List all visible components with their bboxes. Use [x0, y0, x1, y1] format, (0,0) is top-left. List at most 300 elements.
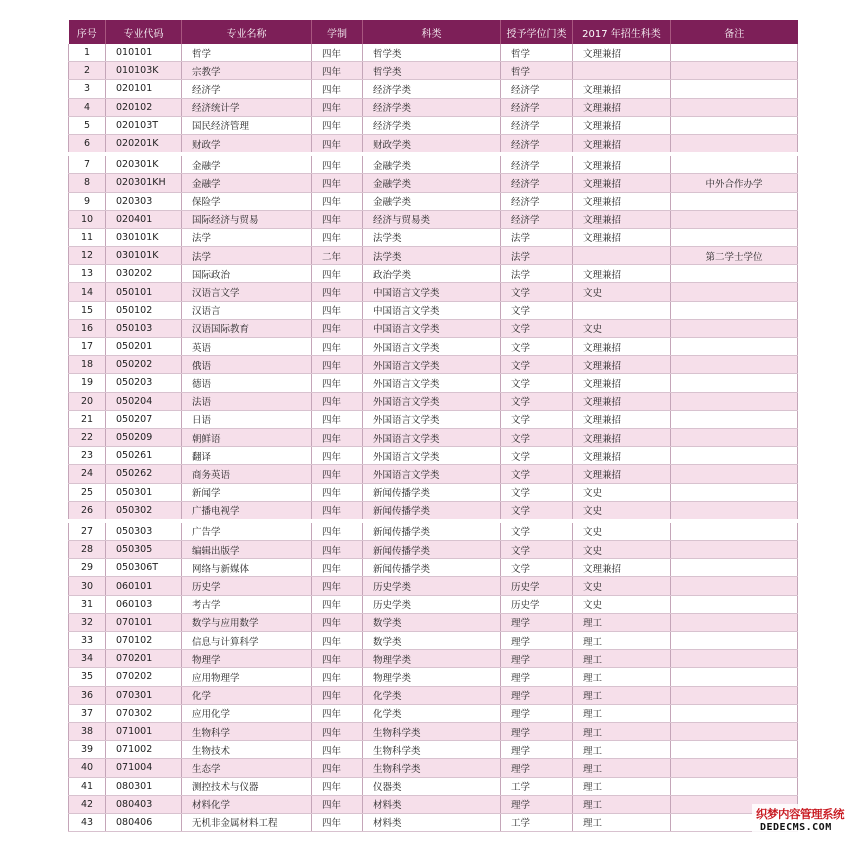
cell-degree: 理学 [501, 795, 573, 813]
cell-enroll-type: 理工 [573, 722, 671, 740]
cell-notes [671, 301, 798, 319]
cell-name: 汉语言文学 [182, 283, 312, 301]
cell-category: 中国语言文学类 [363, 283, 501, 301]
cell-duration: 四年 [312, 741, 363, 759]
cell-index: 8 [69, 174, 106, 192]
cell-duration: 四年 [312, 686, 363, 704]
cell-name: 测控技术与仪器 [182, 777, 312, 795]
cell-code: 020102 [106, 98, 182, 116]
cell-category: 中国语言文学类 [363, 319, 501, 337]
cell-enroll-type: 理工 [573, 686, 671, 704]
cell-code: 050306T [106, 559, 182, 577]
cell-notes [671, 577, 798, 595]
cell-degree: 法学 [501, 247, 573, 265]
cell-category: 哲学类 [363, 62, 501, 80]
cell-index: 5 [69, 116, 106, 134]
cell-notes [671, 319, 798, 337]
cell-code: 071004 [106, 759, 182, 777]
cell-category: 外国语言文学类 [363, 410, 501, 428]
cell-degree: 工学 [501, 813, 573, 831]
cell-degree: 理学 [501, 741, 573, 759]
cell-notes [671, 283, 798, 301]
cell-index: 10 [69, 210, 106, 228]
cell-enroll-type: 文史 [573, 595, 671, 613]
cell-notes [671, 722, 798, 740]
cell-category: 外国语言文学类 [363, 392, 501, 410]
cell-duration: 四年 [312, 447, 363, 465]
cell-name: 哲学 [182, 44, 312, 62]
table-row [69, 741, 798, 759]
header-degree: 授予学位门类 [501, 20, 573, 44]
cell-index: 37 [69, 704, 106, 722]
cell-name: 网络与新媒体 [182, 559, 312, 577]
cell-degree: 文学 [501, 521, 573, 541]
cell-enroll-type: 理工 [573, 741, 671, 759]
cell-category: 外国语言文学类 [363, 447, 501, 465]
cell-enroll-type: 文理兼招 [573, 210, 671, 228]
cell-duration: 四年 [312, 722, 363, 740]
cell-duration: 四年 [312, 283, 363, 301]
cell-duration: 四年 [312, 98, 363, 116]
cell-duration: 四年 [312, 228, 363, 246]
cell-notes [671, 541, 798, 559]
cell-notes [671, 428, 798, 446]
table-row [69, 98, 798, 116]
cell-degree: 文学 [501, 283, 573, 301]
cell-code: 050204 [106, 392, 182, 410]
cell-name: 英语 [182, 338, 312, 356]
cell-code: 050102 [106, 301, 182, 319]
cell-notes [671, 759, 798, 777]
cell-enroll-type: 文理兼招 [573, 116, 671, 134]
cell-code: 070201 [106, 650, 182, 668]
cell-name: 汉语国际教育 [182, 319, 312, 337]
cell-index: 39 [69, 741, 106, 759]
cell-notes [671, 777, 798, 795]
cell-index: 38 [69, 722, 106, 740]
cell-category: 生物科学类 [363, 741, 501, 759]
cell-degree: 理学 [501, 722, 573, 740]
table-row [69, 319, 798, 337]
cell-duration: 四年 [312, 356, 363, 374]
cell-category: 历史学类 [363, 577, 501, 595]
cell-code: 050302 [106, 501, 182, 521]
cell-degree: 文学 [501, 301, 573, 319]
cell-name: 生态学 [182, 759, 312, 777]
cell-index: 30 [69, 577, 106, 595]
cell-notes [671, 410, 798, 428]
cell-category: 物理学类 [363, 650, 501, 668]
cell-duration: 四年 [312, 813, 363, 831]
cell-category: 中国语言文学类 [363, 301, 501, 319]
cell-category: 生物科学类 [363, 722, 501, 740]
cell-duration: 四年 [312, 632, 363, 650]
cell-notes [671, 501, 798, 521]
cell-name: 财政学 [182, 134, 312, 154]
cell-name: 法学 [182, 247, 312, 265]
cell-name: 金融学 [182, 174, 312, 192]
cell-enroll-type: 理工 [573, 650, 671, 668]
table-row [69, 759, 798, 777]
cell-code: 020303 [106, 192, 182, 210]
cell-notes [671, 228, 798, 246]
cell-enroll-type: 文理兼招 [573, 392, 671, 410]
cell-index: 26 [69, 501, 106, 521]
cell-name: 生物技术 [182, 741, 312, 759]
cell-degree: 文学 [501, 447, 573, 465]
table-row [69, 80, 798, 98]
cell-index: 12 [69, 247, 106, 265]
header-enroll-type: 2017 年招生科类 [573, 20, 671, 44]
cell-category: 金融学类 [363, 154, 501, 174]
table-row [69, 392, 798, 410]
cell-code: 030101K [106, 247, 182, 265]
cell-category: 经济学类 [363, 98, 501, 116]
cell-duration: 四年 [312, 501, 363, 521]
table-row [69, 265, 798, 283]
cell-category: 新闻传播学类 [363, 521, 501, 541]
cell-name: 化学 [182, 686, 312, 704]
cell-category: 新闻传播学类 [363, 541, 501, 559]
cell-name: 国际政治 [182, 265, 312, 283]
cell-duration: 四年 [312, 668, 363, 686]
cell-index: 21 [69, 410, 106, 428]
cell-notes [671, 521, 798, 541]
cell-duration: 四年 [312, 759, 363, 777]
cell-code: 080406 [106, 813, 182, 831]
cell-name: 宗教学 [182, 62, 312, 80]
cell-code: 020201K [106, 134, 182, 154]
cell-degree: 文学 [501, 559, 573, 577]
cell-category: 化学类 [363, 686, 501, 704]
cell-index: 3 [69, 80, 106, 98]
cell-code: 050203 [106, 374, 182, 392]
cell-degree: 经济学 [501, 134, 573, 154]
table-header-row [69, 20, 798, 44]
cell-enroll-type: 文史 [573, 521, 671, 541]
cell-degree: 哲学 [501, 44, 573, 62]
cell-category: 生物科学类 [363, 759, 501, 777]
table-row [69, 134, 798, 154]
cell-category: 数学类 [363, 632, 501, 650]
table-row [69, 356, 798, 374]
cell-index: 19 [69, 374, 106, 392]
cell-notes [671, 210, 798, 228]
cell-index: 13 [69, 265, 106, 283]
cell-degree: 经济学 [501, 174, 573, 192]
cell-degree: 文学 [501, 483, 573, 501]
table-row [69, 632, 798, 650]
cell-index: 9 [69, 192, 106, 210]
cell-notes [671, 632, 798, 650]
table-row [69, 338, 798, 356]
cell-category: 化学类 [363, 704, 501, 722]
cell-code: 070101 [106, 613, 182, 631]
cell-degree: 工学 [501, 777, 573, 795]
cell-degree: 文学 [501, 410, 573, 428]
cell-enroll-type: 理工 [573, 777, 671, 795]
cell-enroll-type: 文理兼招 [573, 356, 671, 374]
cell-name: 经济统计学 [182, 98, 312, 116]
cell-category: 外国语言文学类 [363, 356, 501, 374]
cell-index: 43 [69, 813, 106, 831]
cell-code: 050202 [106, 356, 182, 374]
cell-duration: 四年 [312, 613, 363, 631]
table-row [69, 613, 798, 631]
watermark [752, 804, 864, 838]
cell-name: 保险学 [182, 192, 312, 210]
cell-category: 经济学类 [363, 116, 501, 134]
cell-enroll-type: 文史 [573, 501, 671, 521]
cell-notes [671, 192, 798, 210]
cell-name: 国民经济管理 [182, 116, 312, 134]
cell-notes [671, 134, 798, 154]
cell-index: 1 [69, 44, 106, 62]
cell-degree: 理学 [501, 686, 573, 704]
cell-enroll-type: 文理兼招 [573, 559, 671, 577]
cell-index: 36 [69, 686, 106, 704]
cell-code: 050261 [106, 447, 182, 465]
cell-name: 应用物理学 [182, 668, 312, 686]
cell-index: 2 [69, 62, 106, 80]
cell-category: 仪器类 [363, 777, 501, 795]
cell-duration: 四年 [312, 483, 363, 501]
cell-index: 33 [69, 632, 106, 650]
cell-enroll-type: 文理兼招 [573, 134, 671, 154]
cell-name: 汉语言 [182, 301, 312, 319]
cell-name: 朝鲜语 [182, 428, 312, 446]
cell-enroll-type: 文理兼招 [573, 44, 671, 62]
cell-category: 法学类 [363, 228, 501, 246]
cell-notes [671, 559, 798, 577]
cell-index: 32 [69, 613, 106, 631]
cell-degree: 理学 [501, 668, 573, 686]
table-row [69, 301, 798, 319]
cell-degree: 经济学 [501, 192, 573, 210]
cell-name: 法语 [182, 392, 312, 410]
cell-index: 29 [69, 559, 106, 577]
cell-name: 经济学 [182, 80, 312, 98]
cell-duration: 四年 [312, 44, 363, 62]
table-row [69, 686, 798, 704]
cell-code: 080403 [106, 795, 182, 813]
cell-notes [671, 465, 798, 483]
header-duration: 学制 [312, 20, 363, 44]
cell-enroll-type: 文理兼招 [573, 98, 671, 116]
cell-index: 42 [69, 795, 106, 813]
cell-degree: 理学 [501, 704, 573, 722]
table-row [69, 668, 798, 686]
cell-index: 11 [69, 228, 106, 246]
table-row [69, 44, 798, 62]
cell-degree: 文学 [501, 392, 573, 410]
cell-notes [671, 62, 798, 80]
cell-enroll-type: 理工 [573, 613, 671, 631]
cell-code: 030202 [106, 265, 182, 283]
cell-name: 日语 [182, 410, 312, 428]
table-row [69, 465, 798, 483]
cell-degree: 经济学 [501, 116, 573, 134]
cell-name: 历史学 [182, 577, 312, 595]
cell-notes [671, 116, 798, 134]
cell-code: 070102 [106, 632, 182, 650]
cell-category: 外国语言文学类 [363, 338, 501, 356]
cell-duration: 四年 [312, 338, 363, 356]
cell-degree: 文学 [501, 356, 573, 374]
header-notes: 备注 [671, 20, 798, 44]
header-category: 科类 [363, 20, 501, 44]
cell-enroll-type: 理工 [573, 759, 671, 777]
cell-enroll-type: 文史 [573, 483, 671, 501]
cell-name: 材料化学 [182, 795, 312, 813]
cell-code: 050101 [106, 283, 182, 301]
cell-degree: 法学 [501, 228, 573, 246]
cell-duration: 四年 [312, 62, 363, 80]
cell-name: 广播电视学 [182, 501, 312, 521]
cell-notes [671, 686, 798, 704]
cell-duration: 四年 [312, 795, 363, 813]
cell-degree: 经济学 [501, 210, 573, 228]
cell-enroll-type: 文史 [573, 577, 671, 595]
cell-category: 数学类 [363, 613, 501, 631]
cell-degree: 文学 [501, 374, 573, 392]
cell-code: 050207 [106, 410, 182, 428]
cell-notes [671, 483, 798, 501]
cell-index: 27 [69, 521, 106, 541]
cell-index: 40 [69, 759, 106, 777]
cell-enroll-type: 文史 [573, 541, 671, 559]
cell-enroll-type: 文理兼招 [573, 428, 671, 446]
header-name: 专业名称 [182, 20, 312, 44]
table-row [69, 813, 798, 831]
cell-degree: 理学 [501, 613, 573, 631]
cell-notes [671, 668, 798, 686]
cell-category: 经济与贸易类 [363, 210, 501, 228]
cell-code: 020103T [106, 116, 182, 134]
cell-index: 31 [69, 595, 106, 613]
cell-enroll-type: 文理兼招 [573, 410, 671, 428]
cell-enroll-type: 理工 [573, 795, 671, 813]
table-row [69, 777, 798, 795]
table-row [69, 154, 798, 174]
cell-degree: 历史学 [501, 577, 573, 595]
cell-code: 050209 [106, 428, 182, 446]
cell-degree: 理学 [501, 632, 573, 650]
cell-category: 外国语言文学类 [363, 428, 501, 446]
cell-duration: 四年 [312, 410, 363, 428]
cell-code: 071001 [106, 722, 182, 740]
cell-code: 071002 [106, 741, 182, 759]
cell-degree: 理学 [501, 759, 573, 777]
cell-enroll-type: 理工 [573, 704, 671, 722]
cell-enroll-type: 文史 [573, 319, 671, 337]
watermark-text-cn: 织梦内容管理系统 [756, 807, 844, 821]
cell-duration: 二年 [312, 247, 363, 265]
cell-index: 18 [69, 356, 106, 374]
cell-category: 历史学类 [363, 595, 501, 613]
cell-degree: 文学 [501, 338, 573, 356]
cell-index: 28 [69, 541, 106, 559]
cell-name: 广告学 [182, 521, 312, 541]
cell-notes [671, 374, 798, 392]
table-row [69, 374, 798, 392]
cell-name: 物理学 [182, 650, 312, 668]
cell-enroll-type: 文史 [573, 283, 671, 301]
cell-duration: 四年 [312, 174, 363, 192]
header-code: 专业代码 [106, 20, 182, 44]
cell-code: 050305 [106, 541, 182, 559]
cell-code: 070302 [106, 704, 182, 722]
cell-category: 新闻传播学类 [363, 501, 501, 521]
cell-enroll-type [573, 62, 671, 80]
cell-enroll-type: 文理兼招 [573, 338, 671, 356]
cell-name: 应用化学 [182, 704, 312, 722]
cell-duration: 四年 [312, 650, 363, 668]
cell-code: 050262 [106, 465, 182, 483]
cell-code: 070202 [106, 668, 182, 686]
cell-code: 010103K [106, 62, 182, 80]
cell-index: 34 [69, 650, 106, 668]
cell-index: 7 [69, 154, 106, 174]
table-row [69, 174, 798, 192]
cell-enroll-type: 文理兼招 [573, 174, 671, 192]
cell-name: 德语 [182, 374, 312, 392]
cell-code: 020101 [106, 80, 182, 98]
cell-duration: 四年 [312, 541, 363, 559]
table-row [69, 704, 798, 722]
cell-name: 新闻学 [182, 483, 312, 501]
cell-index: 16 [69, 319, 106, 337]
majors-table-container [68, 20, 797, 832]
cell-duration: 四年 [312, 559, 363, 577]
cell-name: 生物科学 [182, 722, 312, 740]
cell-notes [671, 80, 798, 98]
cell-degree: 经济学 [501, 80, 573, 98]
cell-category: 新闻传播学类 [363, 483, 501, 501]
cell-code: 080301 [106, 777, 182, 795]
table-row [69, 192, 798, 210]
table-row [69, 410, 798, 428]
cell-enroll-type: 理工 [573, 668, 671, 686]
cell-category: 外国语言文学类 [363, 374, 501, 392]
cell-duration: 四年 [312, 319, 363, 337]
cell-degree: 法学 [501, 265, 573, 283]
cell-duration: 四年 [312, 116, 363, 134]
cell-notes [671, 704, 798, 722]
cell-degree: 经济学 [501, 98, 573, 116]
cell-notes [671, 44, 798, 62]
table-row [69, 62, 798, 80]
cell-duration: 四年 [312, 265, 363, 283]
cell-name: 国际经济与贸易 [182, 210, 312, 228]
cell-category: 材料类 [363, 813, 501, 831]
table-row [69, 521, 798, 541]
table-row [69, 795, 798, 813]
table-row [69, 541, 798, 559]
table-row [69, 283, 798, 301]
cell-index: 41 [69, 777, 106, 795]
cell-category: 政治学类 [363, 265, 501, 283]
cell-name: 翻译 [182, 447, 312, 465]
table-body [69, 44, 798, 832]
cell-name: 无机非金属材料工程 [182, 813, 312, 831]
cell-degree: 文学 [501, 541, 573, 559]
cell-notes [671, 650, 798, 668]
cell-name: 俄语 [182, 356, 312, 374]
cell-enroll-type [573, 247, 671, 265]
table-row [69, 577, 798, 595]
cell-duration: 四年 [312, 777, 363, 795]
